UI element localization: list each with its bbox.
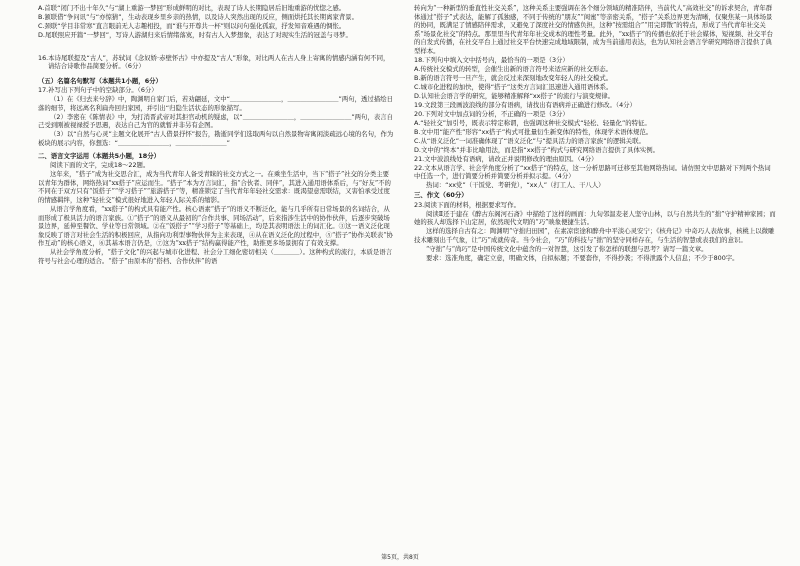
question-23: 23.阅读下面的材料，根据要求写作。 xyxy=(414,200,521,209)
essay-material-3: “守拙”与“尚巧”是中国传统文化中蕴含的一对智慧，这引发了你怎样的联想与思考？请写一篇文章。 xyxy=(426,244,708,253)
q18-option-c: C.城市化进程的加快，使得“搭子”这类方言词汇迅速进入通用语体系。 xyxy=(414,82,613,91)
passage-continued: 转向为“一种新型的垂直性社交关系”，这种关系主要强调在各个细分领域的精准陪伴，当前代人“高效社交”的诉求契合，青年群体通过“搭子”式表达，能解了孤独感，不同于传统的“朋友”“闺蜜”等亲密关系，“搭子”关系边界更为清晰，仅聚焦某一具体场景的协同，既满足了情感陪伴需求，又避免了深度社交的情感负担，这种“按需组合”“用完即散”的特点，形成了当代青年社交关系“场景化社交”的特点。那里里当代青年年社交成本的理性考量。此外，“xx搭子”的传播也依托于社会媒体，短视频、社交平台的自发式传播，在社交平台上通过社交平台快速完成地域限制，成为当前通用表达，也为认知社会语言学研究网络语言提供了典型样本。 xyxy=(414,4,773,55)
page-footer: 第5页，共8页 xyxy=(381,554,419,561)
question-17-3: （3）以“自然与心灵”主题文化展开“古人借景抒怀”报告，勘逝同学们选取两句以自然景物寄寓闲淡疏远心境的名句，作为板块的展示内容，你想选：“＿＿＿＿＿＿＿＿，＿＿＿＿＿＿＿＿” xyxy=(38,130,394,148)
passage-paragraph-2: 从语言学角度看，“xx搭子”的构式具有能产性。核心语素“搭子”的语义不断泛化，能与几乎所有日常场景的名词结合，从而形成了极具活力的语言家族。①“搭子”的语义从最初的“合作共事、同场活动”，后来指涉生活中的协作伙伴，后逐步突破场景边界，延伸至餐饮、学业等日常领域。②在“饭搭子”“学习搭子”等基础上，均是其表明语法上的词汇化。③这一语义泛化现象反映了语言对社会生活的积极回应，从指向功利型事物伙伴为主来表现，④从在语义泛化的过程中，⑤“搭子”协作关联表“协作互动”的核心语义，⑥其基本语言仍是，⑦这为“xx搭子”结构赢得能产性，助推更多场景拥有了有效支撑。 xyxy=(38,205,393,248)
essay-requirements: 要求：选准角度，确定立意，明确文体，自拟标题；不要套作，不得抄袭；不得泄露个人信息；不少于800字。 xyxy=(426,253,739,262)
q20-option-b: B.文中用“能产性”形容“xx搭子”构式可批量衍生新变体的特性，体现学术语体规范。 xyxy=(414,127,653,136)
q15-option-b: B.颔联借“争问讯”与“亦惊猜”，生动表现乡里乡亲的热情，以及诗人突然出现的反应，侧面烘托其长期离家背景。 xyxy=(38,12,359,21)
q18-option-b: B.新的语言符号一旦产生，就会反过来深刻地改变年轻人的社交模式。 xyxy=(414,73,613,82)
q18-option-a: A.传统社交模式的转型，会催生出新的语言符号来适应新的社交形态。 xyxy=(414,64,613,73)
q15-option-c: C.颈联“学目非常寒”直言眼前无人志趣相投，而“谁与开尊共一杯”则以问句强化孤寂，抒发知音难遇的惆怅。 xyxy=(38,21,346,30)
q15-option-d: D.尾联照应开篇“一梦回”，写诗人游湖归来后情绪落寞，时有古人入梦想象，表达了对现实生活的冠盖与寻梦。 xyxy=(38,30,352,39)
question-22-terms: 热词：“xx党”（干饭党、考研党），“xx人”（打工人、干八人） xyxy=(426,181,605,190)
q15-option-a: A.首联“闭门不出十年久”与“湖上重游一梦回”形成鲜明的对比，表现了诗人长期隐居后旧地重游的忧惚之感。 xyxy=(38,4,346,12)
question-19: 19.文段第三段画波浪线的部分有语病，请找出有语病并正确进行修改。（4分） xyxy=(414,100,636,109)
q20-option-d: D.文中的“终本”并非比喻用法，而是指“xx搭子”构式与研究网络语言提供了具体实例。 xyxy=(414,145,660,154)
question-21: 21.文中波浪线处有语病，请改正并说明修改的理由原因。（4分） xyxy=(414,154,598,163)
question-17: 17.补写出下列句子中的空缺部分。（6分） xyxy=(38,86,158,95)
part-2-title: 二、语言文字运用（本题共5小题，18分） xyxy=(38,151,160,160)
reading-intro: 阅读下面的文字，完成18～22题。 xyxy=(50,161,150,170)
question-20: 20.下列对文中加点词的分析，不正确的一项是（3分） xyxy=(414,109,569,118)
question-17-2: （2）李密在《陈情表》中，为打消晋武帝对其拒官动机的疑虑，以“＿＿＿＿＿＿＿＿，＿＿＿＿＿＿＿＿”两句，表言自己受到刚被视禄授予思遇，表达自己为官的就暂并非另有企图。 xyxy=(38,112,393,130)
section-5-title: （五）名篇名句默写（本题共1小题，6分） xyxy=(38,76,162,85)
essay-material-2: 这样的选择自古有之：陶渊明“守拙归田园”，在素凉宦途和醉舟中平淡心灵安宁；《核舟记》中奇巧人表故事，核桃上以微雕技术雕刻出千气象，让“巧”成就传奇。当今社会，“巧”的科技与“拙”的坚守同样存在，与生活的智慧或表我们的意识。 xyxy=(414,227,775,244)
right-column xyxy=(414,4,776,263)
q20-option-c: C.从“语义泛化”一词准确体现了“语义泛化”与“提具活力的语言家族”的逻辑关联。 xyxy=(414,136,645,145)
question-16: 16.本诗尾联提及“古人”，苏轼词《念奴娇·赤壁怀古》中亦提及“古人”形象，对比两人在古人身上寄寓的情感内涵有何不同，请结合诗歌作品简要分析。（6分） xyxy=(38,53,390,71)
part-3-title: 三、作文（60分） xyxy=(414,190,468,199)
q20-option-a: A.“轻社交”加引号，既表示特定称谓，也强调这种社交模式“轻松、轻量化”的特征。 xyxy=(414,118,651,127)
passage-paragraph-1: 这年来，“搭子”成为社交思合汇，成为当代青年人备受青睐的社交方式之一。在乘坐生活中，当下“搭子”社交的分类主要以青年为群体，网络热词“xx搭子”应运而生。“搭子”本为方言词汇，指“合伙者、同伴”，其进入通用语体系后，与“好友”不的不同在于双方只有“饭搭子”“学习搭子”“旅游搭子”等，精准锁定了当代青年年轻社交需求：既渴望意需联结，又害怕承受过度的情感羁绊，这种“轻社交”模式很好地进入年轻人际关系的缩影。 xyxy=(38,170,391,205)
essay-material-1: 阅读Ⅱ还于建在《醉古东阁河石斋》中描绘了这样的画面：九旬邻温麦老人坚守山林，以与自然共生的“拙”守护精神家园；而她的孩人却选择下山定居，依然现代文明的“巧”映象便捷生活。 xyxy=(414,209,776,227)
question-17-1: （1）在《归去来兮辞》中，陶渊明自家门后，若劝翩延，文中“＿＿＿＿＿＿＿＿，＿＿＿＿＿＿＿＿”两句，透过描绘日落的细节，将远离名利扁舟回归家园，并引出“归隐生活状态的形象描写。 xyxy=(38,95,393,112)
q18-option-d: D.认知社会语言学的研究，能够精准解释“xx搭子”的流行与演变规律。 xyxy=(414,91,615,100)
left-column xyxy=(38,4,394,266)
question-22: 22.文本从语言学、社会学角度分析了“xx搭子”的特点，这一分析思路可迁移至其他网络热词。请仿照文中思路对下列两个热词中任选一个，进行简要分析并简要分析并拟示提。（4分） xyxy=(414,163,771,181)
passage-paragraph-3: 从社会学角度分析，“搭子文化”的兴起与城市化进程、社会分工细化密切相关（＿＿＿＿）。这种构式的流行，本质是语言符号与社会心理的适合。“搭子”由原本的“搭档、合作伙伴”的语 xyxy=(38,248,393,265)
question-18: 18.下列句中填入文中括号内，最恰当的一项是（3分） xyxy=(414,55,569,64)
